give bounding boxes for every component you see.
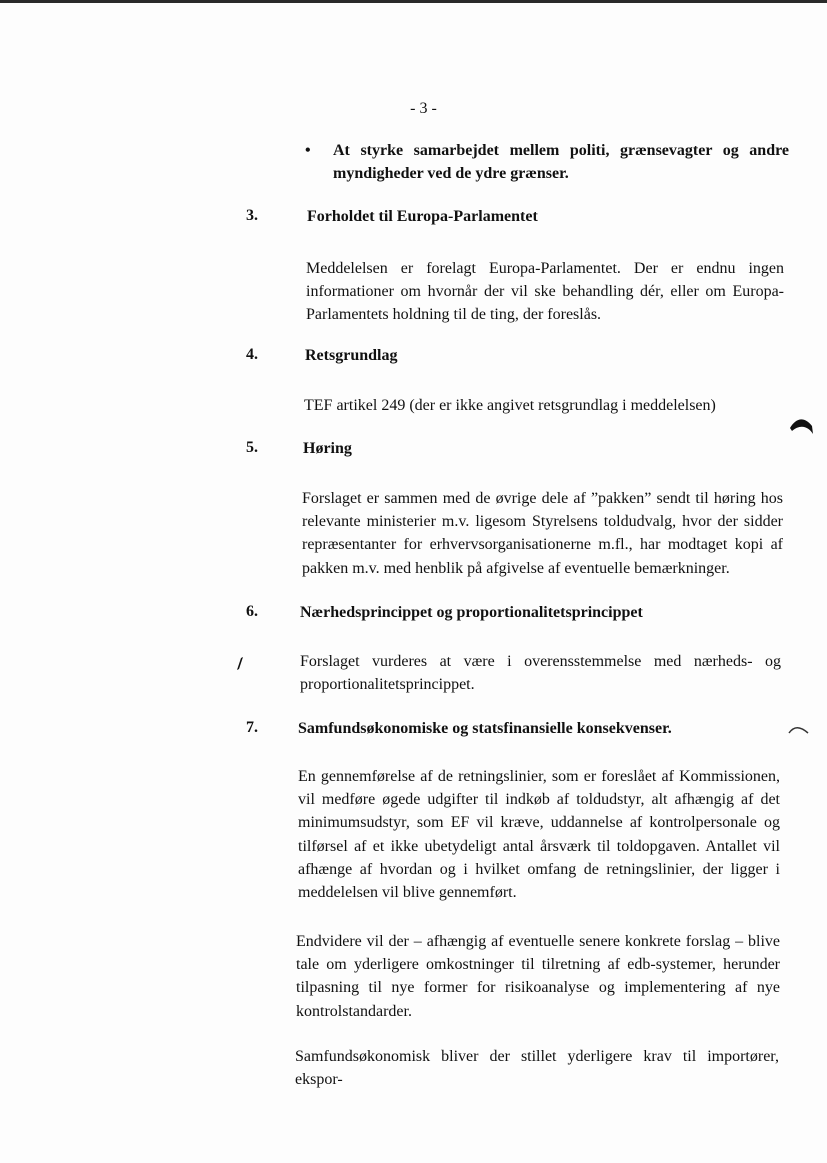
section-heading: Høring bbox=[303, 440, 352, 457]
section-heading: Nærhedsprincippet og proportionalitetsprincippet bbox=[300, 604, 643, 621]
scan-speck-icon bbox=[788, 414, 816, 436]
scan-speck-icon bbox=[233, 654, 245, 672]
section-number: 5. bbox=[246, 439, 258, 456]
bullet-marker: • bbox=[305, 142, 311, 159]
section-number: 4. bbox=[246, 346, 258, 363]
bullet-item bbox=[307, 139, 789, 185]
page-number: - 3 - bbox=[410, 100, 437, 117]
section-paragraph: TEF artikel 249 (der er ikke angivet retsgrundlag i meddelelsen) bbox=[304, 397, 716, 414]
section-paragraph: Samfundsøkonomisk bliver der stillet yderligere krav til importører, ekspor- bbox=[295, 1048, 779, 1089]
section-paragraph: Forslaget vurderes at være i overensstemmelse med nærheds- og proportionalitetsprincippet. bbox=[300, 653, 781, 694]
section-paragraph: Endvidere vil der – afhængig af eventuelle senere konkrete forslag – blive tale om yderligere omkostninger til tilretning af edb-systemer, herunder tilpasning til nye former for risikoanalyse og implementering af nye kontrolstandarder. bbox=[296, 933, 780, 1020]
scan-speck-icon bbox=[788, 723, 810, 737]
section-paragraph: Meddelelsen er forelagt Europa-Parlamentet. Der er endnu ingen informationer om hvornår der vil ske behandling dér, eller om Europa-Parlamentets holdning til de ting, der foreslås. bbox=[306, 260, 784, 324]
section-number: 7. bbox=[246, 719, 258, 736]
section-paragraph: En gennemførelse af de retningslinier, som er foreslået af Kommissionen, vil medføre øgede udgifter til indkøb af toldudstyr, alt afhængig af det minimumsudstyr, som EF vil kræve, uddannelse af kontrolpersonale og tilførsel af et ikke ubetydeligt antal årsværk til toldopgaven. Antallet vil afhænge af hvordan og i hvilket omfang de retningslinier, der ligger i meddelelsen vil blive gennemført. bbox=[298, 768, 780, 902]
bullet-text: At styrke samarbejdet mellem politi, grænsevagter og andre myndigheder ved de ydre grænser. bbox=[333, 142, 789, 182]
section-heading: Samfundsøkonomiske og statsfinansielle konsekvenser. bbox=[298, 720, 672, 737]
section-paragraph: Forslaget er sammen med de øvrige dele af ”pakken” sendt til høring hos relevante ministerier m.v. ligesom Styrelsens toldudvalg, hvor der sidder repræsentanter for erhvervsorganisationerne m.fl., har modtaget kopi af pakken m.v. med henblik på afgivelse af eventuelle bemærkninger. bbox=[302, 490, 783, 577]
section-number: 3. bbox=[246, 207, 258, 224]
section-number: 6. bbox=[246, 603, 258, 620]
section-heading: Forholdet til Europa-Parlamentet bbox=[307, 208, 538, 225]
scan-edge-rule bbox=[0, 0, 827, 3]
section-heading: Retsgrundlag bbox=[305, 347, 398, 364]
